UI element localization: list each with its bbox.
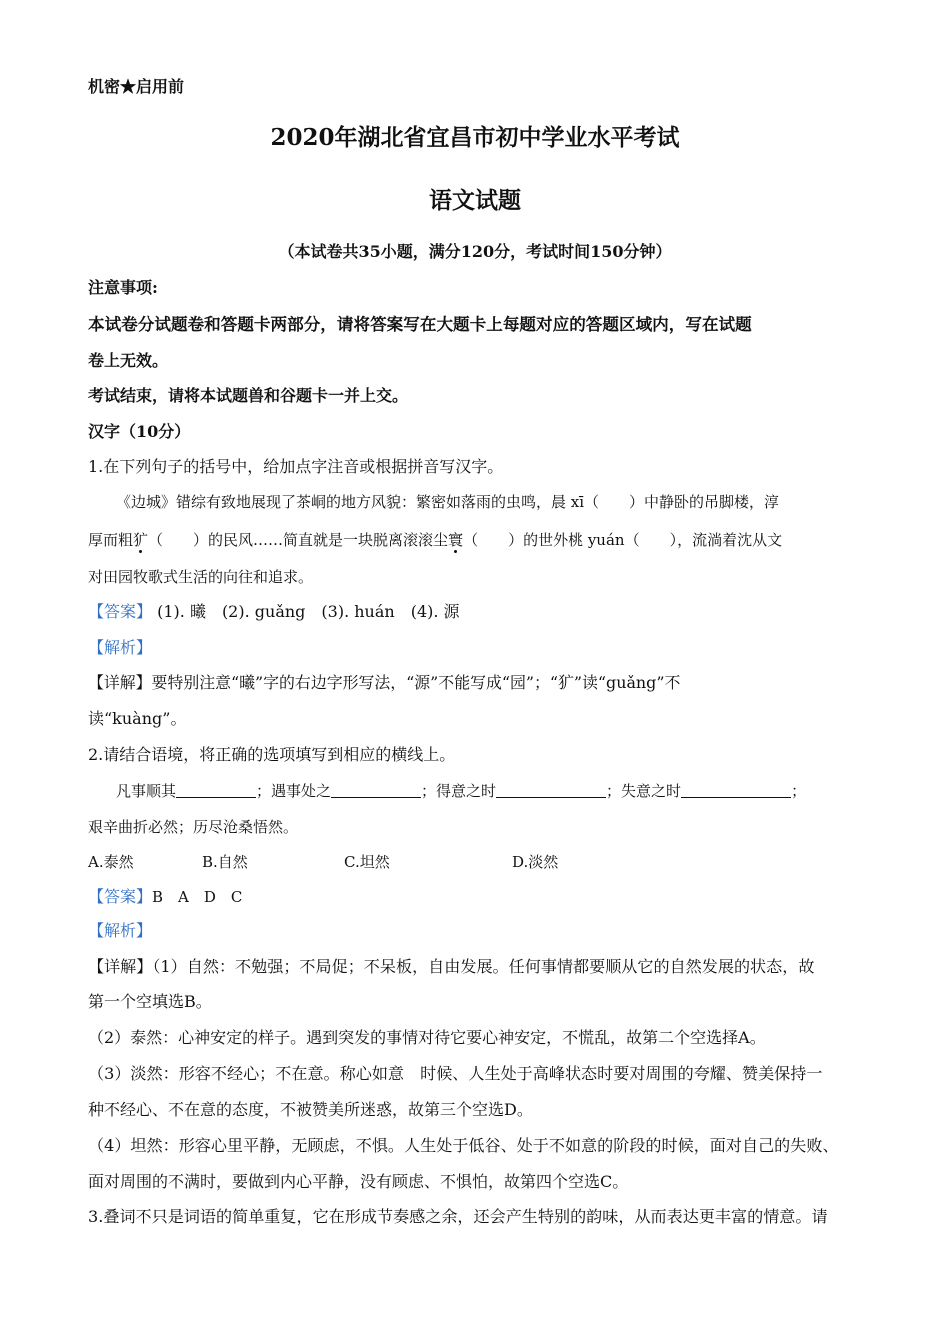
- q1-answer-label: 【答案】: [88, 602, 153, 621]
- q1-passage-line-2: [88, 529, 782, 551]
- exam-info: （本试卷共35小题，满分120分，考试时间150分钟）: [278, 242, 672, 261]
- notice-line-2: 卷上无效。: [88, 351, 169, 370]
- q1-answer-line: [88, 601, 460, 623]
- q2-analysis-label: 【解析】: [88, 921, 153, 940]
- q2-sentence-line-1: [116, 780, 806, 802]
- notice-line-1: 本试卷分试题卷和答题卡两部分，请将答案写在大题卡上每题对应的答题区域内，写在试题: [88, 314, 752, 334]
- q2-option-b: B.自然: [202, 853, 248, 871]
- q2-answer: B A D C: [152, 888, 243, 906]
- q2-detail-1a: 【详解】（1）自然：不勉强；不局促；不呆板，自由发展。任何事情都要顺从它的自然发展的状态，故: [88, 957, 815, 976]
- notice-line-3: 考试结束，请将本试题兽和谷题卡一并上交。: [88, 386, 409, 405]
- q1-stem: 1.在下列句子的括号中，给加点字注音或根据拼音写汉字。: [88, 457, 504, 476]
- q2-blank-2: [331, 781, 421, 798]
- q2-detail-1b: 第一个空填选B。: [88, 992, 212, 1011]
- secret-label: 机密★启用前: [88, 77, 185, 96]
- q1-detail-line-2: 读“kuàng”。: [88, 709, 187, 728]
- exam-title: 2020年湖北省宜昌市初中学业水平考试: [270, 124, 680, 151]
- section-title: 汉字（10分）: [88, 422, 191, 441]
- q2-blank-4: [681, 781, 791, 798]
- q1-dotted-char-1: 犷: [133, 531, 149, 549]
- q2-detail-4a: （4）坦然：形容心里平静，无顾虑，不惧。人生处于低谷、处于不如意的阶段的时候，面对自己的失败、: [88, 1136, 839, 1155]
- q1-passage-line-3: 对田园牧歌式生活的向往和追求。: [88, 568, 314, 586]
- exam-subtitle: 语文试题: [429, 187, 521, 214]
- q2-answer-label: 【答案】: [88, 887, 153, 906]
- q2-s5: ；: [791, 782, 807, 800]
- q2-sentence-line-2: 艰辛曲折必然；历尽沧桑悟然。: [88, 818, 299, 836]
- q2-detail-4b: 面对周围的不满时，要做到内心平静，没有顾虑、不惧怕，故第四个空选C。: [88, 1172, 629, 1191]
- q2-answer-line: [88, 886, 242, 908]
- q2-stem: 2.请结合语境，将正确的选项填写到相应的横线上。: [88, 745, 456, 764]
- q1-passage-2b: （ ）的民风……简直就是一块脱离滚滚尘: [148, 531, 449, 549]
- q1-passage-2c: （ ）的世外桃 yuán（ ），流淌着沈从文: [463, 531, 783, 549]
- q2-s4: ；失意之时: [606, 782, 682, 800]
- q2-option-d: D.淡然: [512, 853, 559, 871]
- q2-detail-3a: （3）淡然：形容不经心；不在意。称心如意 时候、人生处于高峰状态时要对周围的夸耀、赞美保持一: [88, 1064, 823, 1083]
- q2-s1: 凡事顺其: [116, 782, 177, 800]
- notice-heading: 注意事项:: [88, 278, 158, 297]
- q2-detail-2: （2）泰然：心神安定的样子。遇到突发的事情对待它要心神安定，不慌乱，故第二个空选择A。: [88, 1028, 766, 1047]
- q2-s2: ；遇事处之: [256, 782, 332, 800]
- q2-detail-3b: 种不经心、不在意的态度，不被赞美所迷惑，故第三个空选D。: [88, 1100, 533, 1119]
- q1-answer: (1). 曦 (2). guǎng (3). huán (4). 源: [152, 602, 460, 621]
- q1-detail-line-1: 【详解】要特别注意“曦”字的右边字形写法，“源”不能写成“园”；“犷”读“guǎng”不: [88, 673, 681, 692]
- q1-passage-line-1: 《边城》错综有致地展现了茶峒的地方风貌：繁密如落雨的虫鸣，晨 xī（ ）中静卧的吊脚楼，淳: [116, 493, 780, 511]
- q2-options: [88, 851, 558, 873]
- q2-s3: ；得意之时: [421, 782, 497, 800]
- q2-option-a: A.泰然: [88, 853, 134, 871]
- q2-option-c: C.坦然: [344, 853, 390, 871]
- q3-stem: 3.叠词不只是词语的简单重复，它在形成节奏感之余，还会产生特别的韵味，从而表达更丰富的情意。请: [88, 1207, 828, 1226]
- q2-blank-3: [496, 781, 606, 798]
- q1-analysis-label: 【解析】: [88, 638, 153, 657]
- q1-passage-2a: 厚而粗: [88, 531, 134, 549]
- q1-dotted-char-2: 寰: [448, 531, 464, 549]
- q2-blank-1: [176, 781, 256, 798]
